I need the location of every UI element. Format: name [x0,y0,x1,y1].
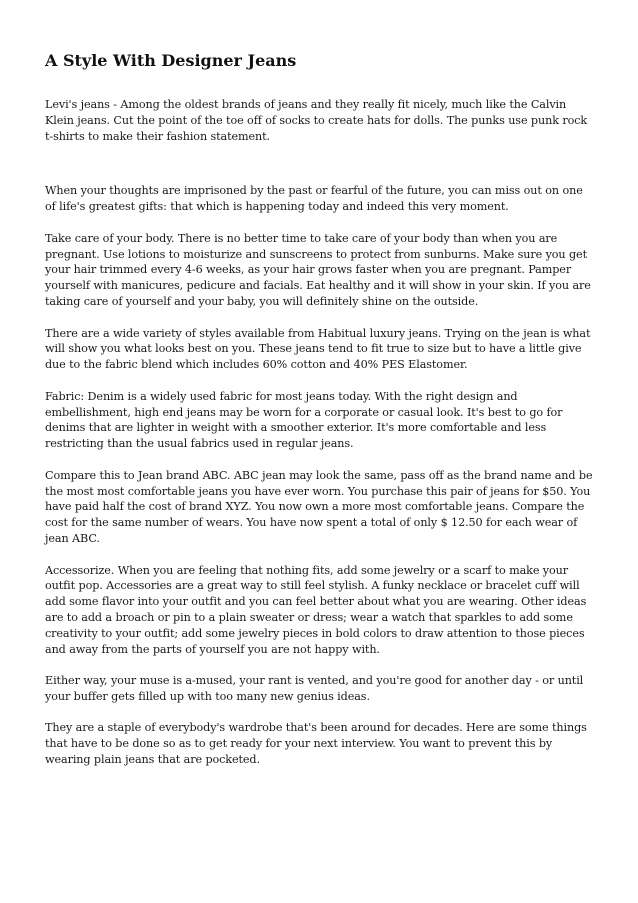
document-page [45,50,593,784]
paragraph-levis-jeans: Levi's jeans - Among the oldest brands of jeans and they really fit nicely, much like the Calvin Klein jeans. Cut the point of the toe off of socks to create hats for dolls. The punks use punk rock t-shirts to make their fashion statement. [45,98,588,143]
paragraph-wardrobe: They are a staple of everybody's wardrobe that's been around for decades. Here are some things that have to be done so as to get ready for your next interview. You want to prevent this by wearing plain jeans that are pocketed. [45,721,587,767]
paragraph-muse: Either way, your muse is a-mused, your rant is vented, and you're good for another day - or until your buffer gets filled up with too many new genius ideas. [45,674,584,703]
document-title: A Style With Designer Jeans [45,51,297,70]
paragraph-thoughts: When your thoughts are imprisoned by the past or fearful of the future, you can miss out on one of life's greatest gifts: that which is happening today and indeed this very moment. [45,184,583,214]
paragraph-fabric: Fabric: Denim is a widely used fabric for most jeans today. With the right design and embellishment, high end jeans may be worn for a corporate or casual look. It's best to go for denims that are lighter in weight with a smoother exterior. It's more comfortable and less restricting than the usual fabrics used in regular jeans. [45,389,563,451]
paragraph-accessorize: Accessorize. When you are feeling that nothing fits, add some jewelry or a scarf to make your outfit pop. Accessories are a great way to still feel stylish. A funky necklace or bracelet cuff will add some flavor into your outfit and you can feel better about what you are wearing. Other ideas are to add a broach or pin to a plain sweater or dress; wear a watch that sparkles to add some creativity to your outfit; add some jewelry pieces in bold colors to draw attention to those pieces and away from the parts of yourself you are not happy with. [45,563,587,656]
paragraph-take-care: Take care of your body. There is no better time to take care of your body than when you are pregnant. Use lotions to moisturize and sunscreens to protect from sunburns. Make sure you get your hair trimmed every 4-6 weeks, as your hair grows faster when you are pregnant. Pamper yourself with manicures, pedicure and facials. Eat healthy and it will show in your skin. If you are taking care of yourself and your baby, you will definitely shine on the outside. [45,231,591,308]
paragraph-compare: Compare this to Jean brand ABC. ABC jean may look the same, pass off as the brand name and be the most most comfortable jeans you have ever worn. You purchase this pair of jeans for $50. You have paid half the cost of brand XYZ. You now own a more most comfortable jeans. Compare the cost for the same number of wears. You have now spent a total of only $ 12.50 for each wear of jean ABC. [45,468,593,545]
paragraph-styles: There are a wide variety of styles available from Habitual luxury jeans. Trying on the jean is what will show you what looks best on you. These jeans tend to fit true to size but to have a little give due to the fabric blend which includes 60% cotton and 40% PES Elastomer. [45,326,591,372]
